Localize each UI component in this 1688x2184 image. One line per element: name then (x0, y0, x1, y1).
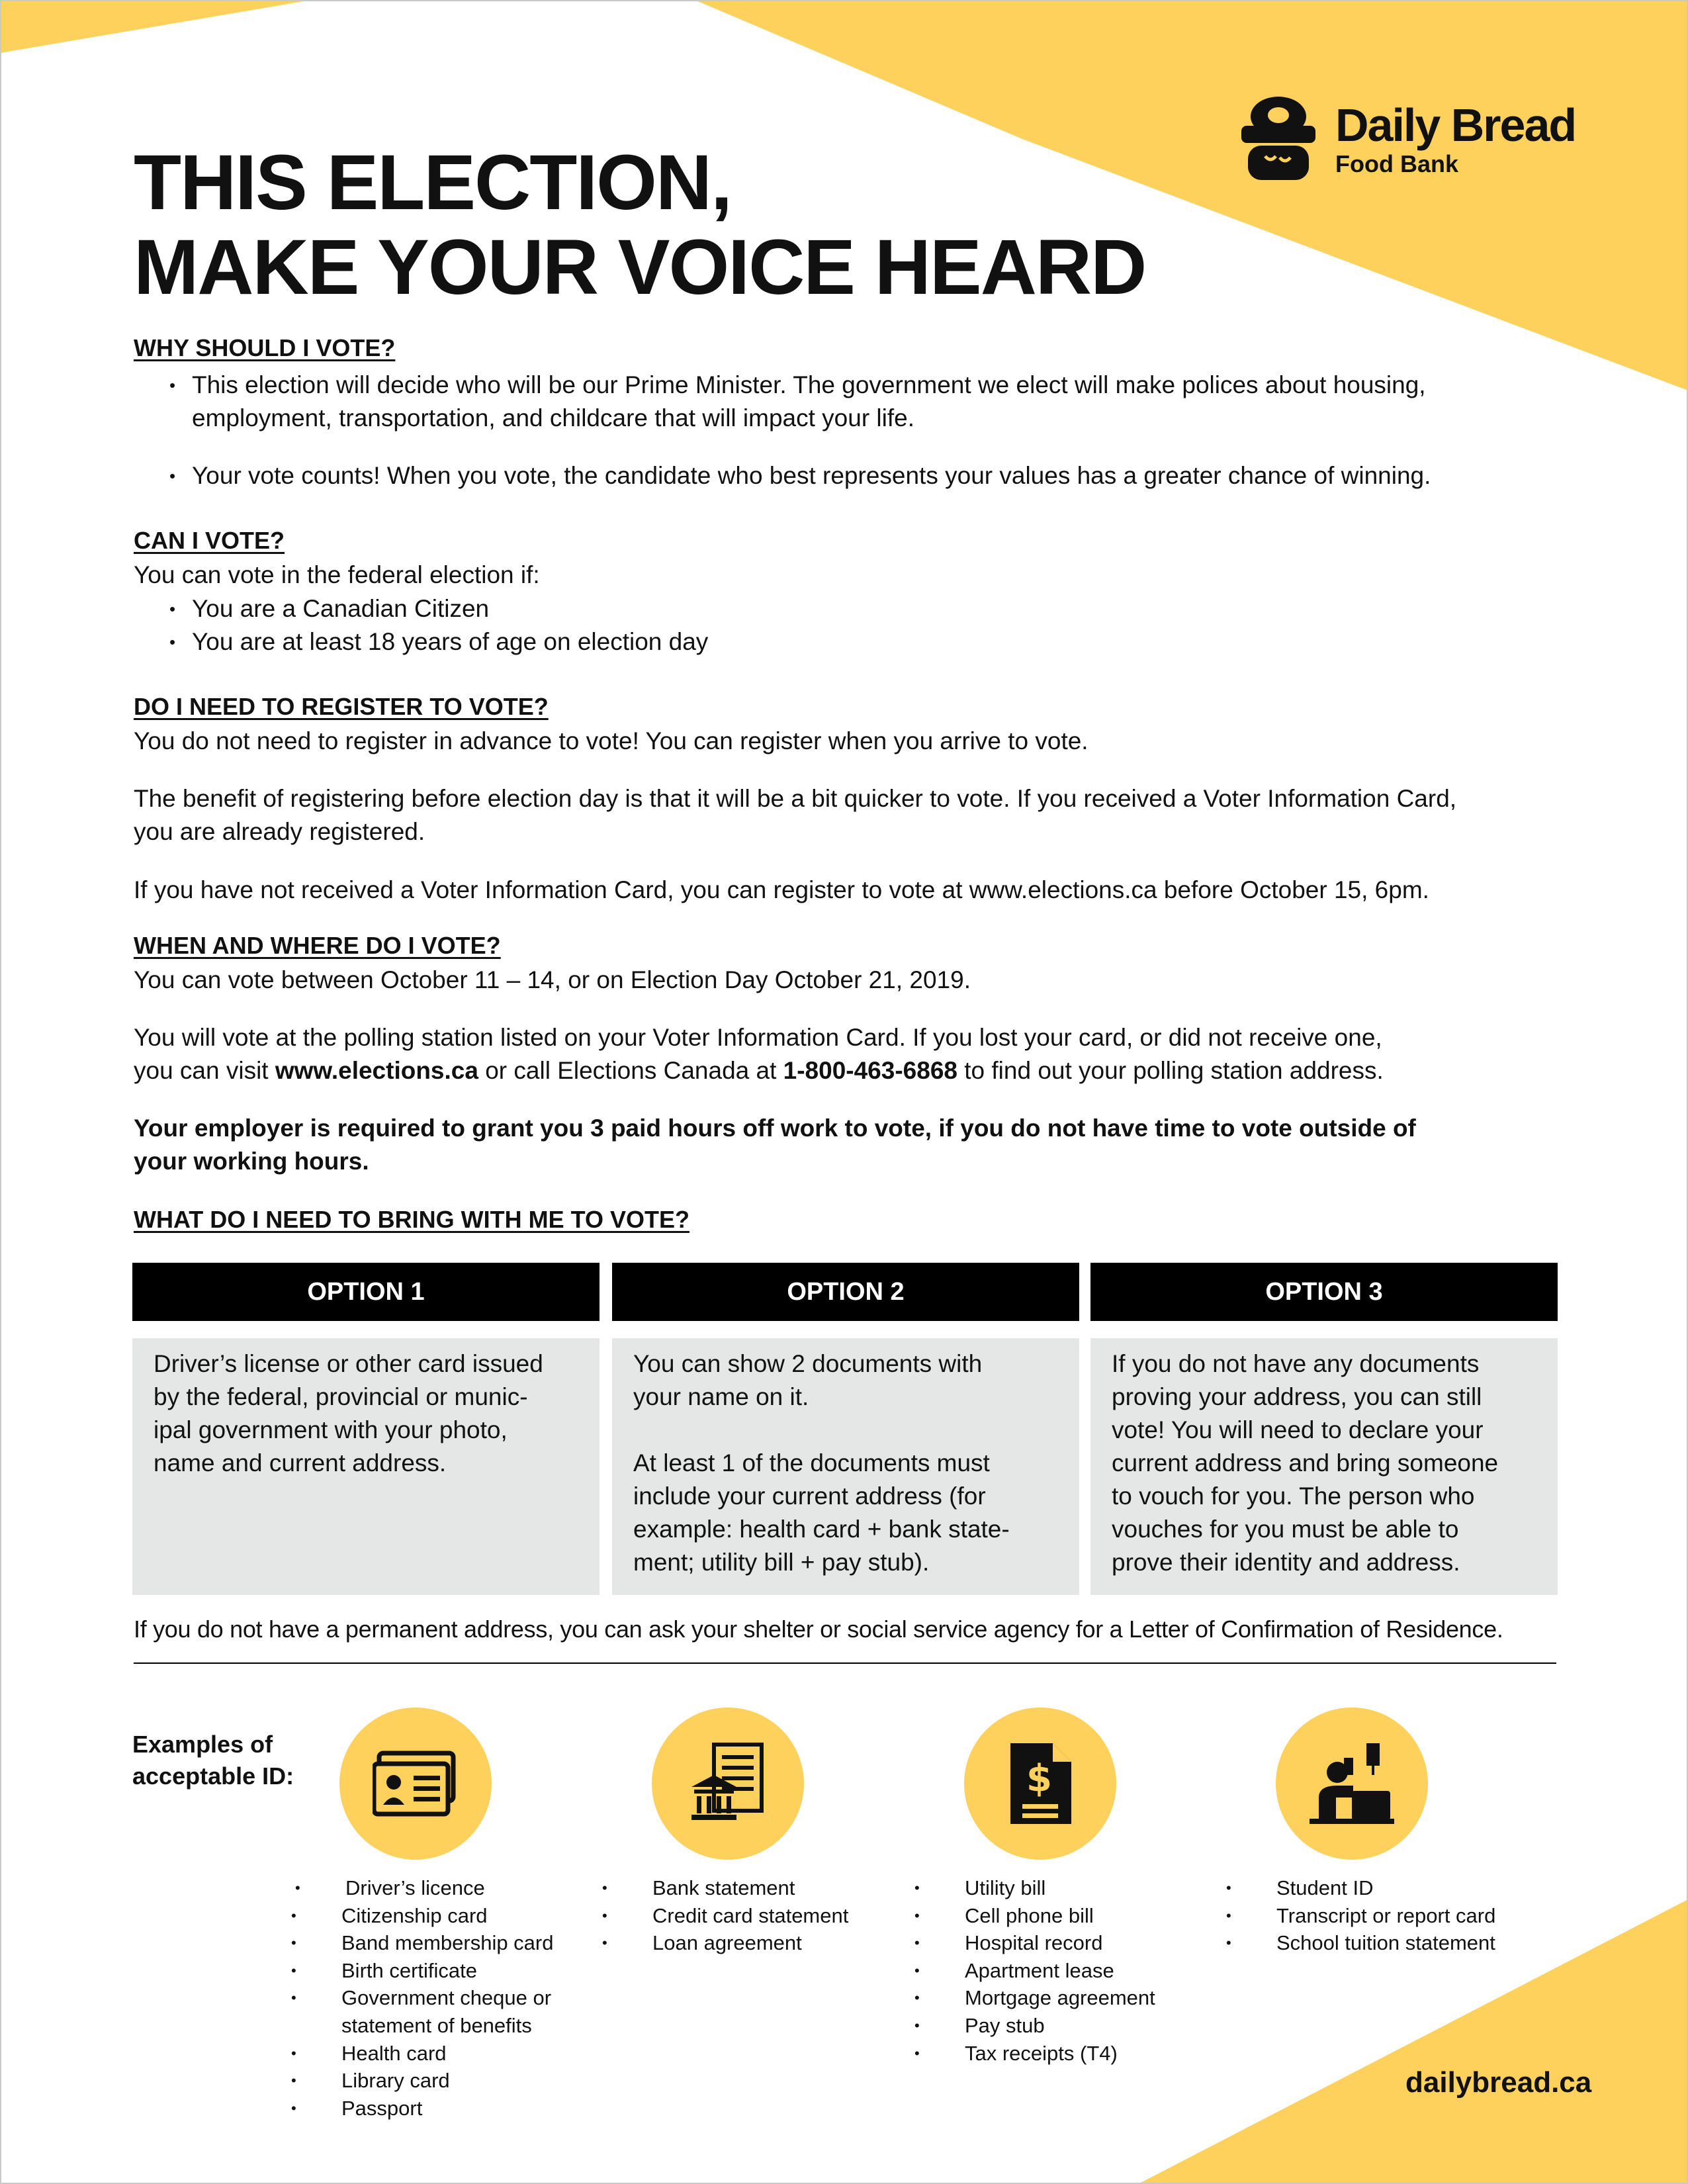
svg-text:$: $ (1026, 1757, 1052, 1800)
employer-note: Your employer is required to grant you 3 paid hours off work to vote, if you do not have time to vote outside of your working hours. (134, 1115, 1416, 1175)
logo-name: Daily Bread (1335, 99, 1576, 151)
list-item: • Birth certificate (341, 1957, 554, 1985)
register-p1: You do not need to register in advance to vote! You can register when you arrive to vote. (134, 727, 1088, 754)
list-item: • Utility bill (965, 1874, 1155, 1902)
bill-icon (964, 1707, 1116, 1860)
list-item: • Band membership card (341, 1929, 554, 1957)
list-item: • Driver’s licence (345, 1874, 558, 1902)
residence-note: If you do not have a permanent address, you can ask your shelter or social service agency for a Letter of Confirmation of Residence. (134, 1615, 1503, 1643)
list-item-continuation: statement of benefits (341, 2013, 532, 2037)
why-heading: WHY SHOULD I VOTE? (134, 334, 396, 361)
register-heading: DO I NEED TO REGISTER TO VOTE? (134, 693, 549, 720)
register-p3: If you have not received a Voter Information Card, you can register to vote at www.elections.ca before October 15, 6pm. (134, 876, 1429, 903)
list-item: • School tuition statement (1276, 1929, 1495, 1957)
list-item: • Tax receipts (T4) (965, 2040, 1155, 2068)
list-item: • Government cheque or (341, 1984, 554, 2012)
bread-logo-icon (1236, 93, 1321, 185)
list-item: • Hospital record (965, 1929, 1155, 1957)
id-card-icon (339, 1707, 492, 1860)
id-list-column-4 (1276, 1874, 1495, 1957)
list-item: • Apartment lease (965, 1957, 1155, 1985)
id-list-column-1 (341, 1874, 554, 2122)
title-line-1: THIS ELECTION, (134, 139, 731, 226)
can-bullet-1: • You are a Canadian Citizen (192, 592, 489, 625)
logo-subtitle: Food Bank (1335, 150, 1458, 177)
bank-statement-icon (652, 1707, 804, 1860)
register-p2: The benefit of registering before election day is that it will be a bit quicker to vote. If you received a Voter Information Card, you are already registered. (134, 785, 1457, 845)
examples-label: Examples of acceptable ID: (132, 1731, 294, 1790)
can-intro: You can vote in the federal election if: (134, 561, 540, 588)
list-item: • Transcript or report card (1276, 1902, 1495, 1930)
student-icon (1276, 1707, 1428, 1860)
bring-heading: WHAT DO I NEED TO BRING WITH ME TO VOTE? (134, 1206, 689, 1233)
list-item: • Bank statement (652, 1874, 848, 1902)
why-bullet-2: • Your vote counts! When you vote, the candidate who best represents your values has a greater chance of winning. (192, 459, 1431, 492)
list-item: • Citizenship card (341, 1902, 554, 1930)
option-3-header: OPTION 3 (1090, 1263, 1558, 1321)
top-left-yellow-triangle (0, 0, 311, 53)
list-item: • Pay stub (965, 2012, 1155, 2040)
id-list-column-3 (965, 1874, 1155, 2067)
elections-phone: 1-800-463-6868 (783, 1057, 957, 1084)
list-item: • Health card (341, 2040, 554, 2068)
when-p1: You can vote between October 11 – 14, or on Election Day October 21, 2019. (134, 966, 971, 993)
list-item: • Mortgage agreement (965, 1984, 1155, 2012)
daily-bread-logo (1236, 93, 1576, 185)
list-item: • Cell phone bill (965, 1902, 1155, 1930)
option-2-body: You can show 2 documents with your name on it. At least 1 of the documents must include your current address (for example: health card + bank state- ment; utility bill + pay stub). (612, 1338, 1079, 1595)
can-bullet-2: • You are at least 18 years of age on election day (192, 625, 708, 659)
id-list-column-2 (652, 1874, 848, 1957)
why-bullet-1: • This election will decide who will be our Prime Minister. The government we elect will make polices about housing, employment, transportation, and childcare that will impact your life. (192, 369, 1426, 435)
list-item: • Loan agreement (652, 1929, 848, 1957)
when-p2: You will vote at the polling station listed on your Voter Information Card. If you lost your card, or did not receive one, you can visit www.elections.ca or call Elections Canada at 1-800-463-6868 to find out your polling station address. (134, 1024, 1384, 1084)
option-3-body: If you do not have any documents proving your address, you can still vote! You will need to declare your current address and bring someone to vouch for you. The person who vouches for you must be able to prove their identity and address. (1090, 1338, 1558, 1595)
divider (134, 1662, 1556, 1664)
title-line-2: MAKE YOUR VOICE HEARD (134, 224, 1146, 311)
footer-url-link[interactable]: dailybread.ca (1405, 2066, 1592, 2099)
page-title (134, 140, 1145, 310)
elections-link[interactable]: www.elections.ca (275, 1057, 478, 1084)
list-item: • Library card (341, 2067, 554, 2095)
list-item: • Passport (341, 2095, 554, 2122)
list-item: • Credit card statement (652, 1902, 848, 1930)
option-1-header: OPTION 1 (132, 1263, 600, 1321)
can-heading: CAN I VOTE? (134, 527, 285, 554)
list-item: • Student ID (1276, 1874, 1495, 1902)
option-2-header: OPTION 2 (612, 1263, 1079, 1321)
when-heading: WHEN AND WHERE DO I VOTE? (134, 932, 501, 959)
option-1-body: Driver’s license or other card issued by the federal, provincial or munic- ipal government with your photo, name and current address. (132, 1338, 600, 1595)
